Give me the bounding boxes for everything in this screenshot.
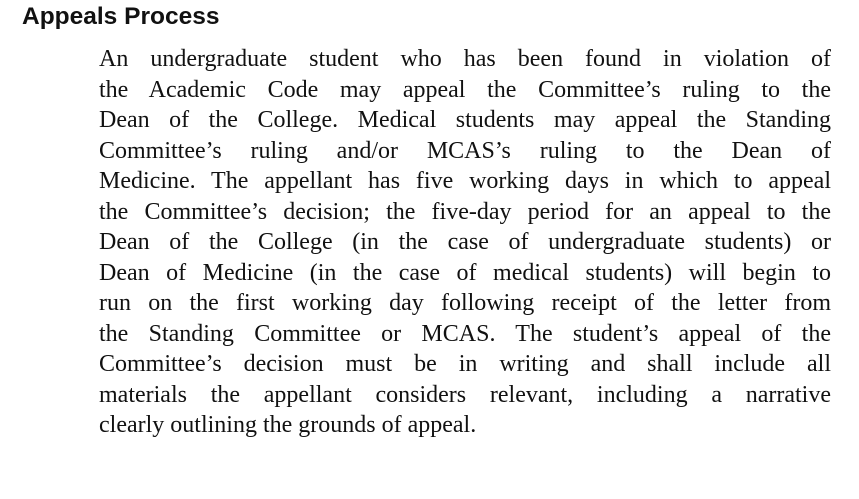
paragraph-line: Dean of the College (in the case of undergraduate students) or [99, 229, 831, 255]
paragraph-line: clearly outlining the grounds of appeal. [99, 412, 477, 438]
paragraph-line: An undergraduate student who has been found in violation of [99, 46, 831, 72]
paragraph-line: the Standing Committee or MCAS. The student’s appeal of the [99, 320, 831, 347]
section-heading: Appeals Process [22, 3, 220, 30]
paragraph-line: the Academic Code may appeal the Committee’s ruling to the [99, 76, 831, 103]
paragraph-line: materials the appellant considers relevant, including a narrative [99, 381, 831, 408]
paragraph-line: Committee’s decision must be in writing and shall include all [99, 351, 831, 377]
paragraph-line: Medicine. The appellant has five working days in which to appeal [99, 168, 831, 194]
paragraph-line: Committee’s ruling and/or MCAS’s ruling to the Dean of [99, 137, 831, 164]
paragraph-line: Dean of the College. Medical students may appeal the Standing [99, 107, 831, 133]
paragraph-line: run on the first working day following receipt of the letter from [99, 290, 831, 316]
section-body-paragraph [99, 44, 831, 441]
paragraph-line: Dean of Medicine (in the case of medical students) will begin to [99, 259, 831, 286]
paragraph-line: the Committee’s decision; the five-day period for an appeal to the [99, 198, 831, 225]
